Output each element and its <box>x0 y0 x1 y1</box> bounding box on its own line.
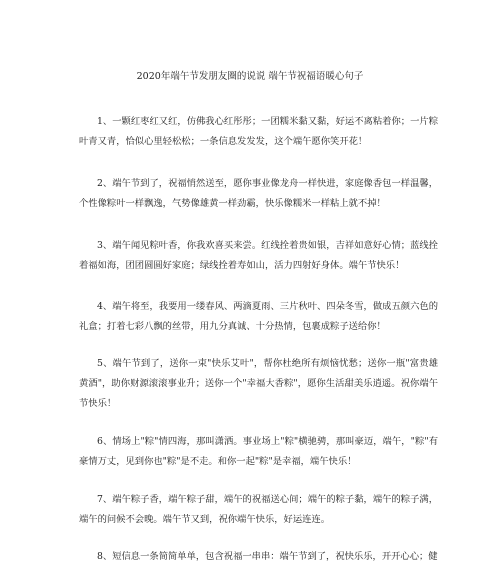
paragraph-4: 4、端午将至，我要用一缕春风、两滴夏雨、三片秋叶、四朵冬雪，做成五颜六色的礼盒；打着七彩八飘的丝带，用九分真诚、十分热情，包裹成粽子送给你！ <box>79 301 438 332</box>
paragraph-1: 1、一颗红枣红又红，仿佛我心红彤彤；一团糯米黏又黏，好运不离粘着你；一片粽叶青又青，恰似心里轻松松；一条信息发发发，这个端午愿你笑开花！ <box>79 116 438 147</box>
paragraph-7: 7、端午粽子香，端午粽子甜，端午的祝福送心间；端午的粽子黏，端午的粽子满，端午的问候不会晚。端午节又到，祝你端午快乐，好运连连。 <box>79 494 438 525</box>
paragraph-5: 5、端午节到了，送你一束"快乐艾叶"，帮你杜绝所有烦恼忧愁；送你一瓶"富贵雄黄酒"，助你财源滚滚事业升；送你一个"幸福大香粽"，愿你生活甜美乐逍遥。祝你端午节快乐！ <box>79 358 438 409</box>
paragraph-6: 6、情场上"粽"情四海，那叫潇洒。事业场上"粽"横驰骋，那叫豪迈，端午，"粽"有豪情万丈，见到你也"粽"是不走。和你一起"粽"是幸福，端午快乐！ <box>79 436 438 467</box>
paragraph-2: 2、端午节到了，祝福悄然送至，愿你事业像龙舟一样快进，家庭像香包一样温馨，个性像粽叶一样飘逸，气势像雄黄一样劲霸，快乐像糯米一样粘上就不掉！ <box>79 178 438 209</box>
document-title: 2020年端午节发朋友圈的说说 端午节祝福语暖心句子 <box>136 71 364 82</box>
paragraph-3: 3、端午闻见粽叶香，你我欢喜买来尝。红线拴着贵如银，吉祥如意好心情；蓝线拴着福如海，团团圆圆好家庭；绿线拴着寿如山，活力四射好身体。端午节快乐！ <box>79 240 438 271</box>
paragraph-8: 8、短信息一条简简单单，包含祝福一串串：端午节到了，祝快乐乐，开开心心；健 <box>97 551 438 562</box>
